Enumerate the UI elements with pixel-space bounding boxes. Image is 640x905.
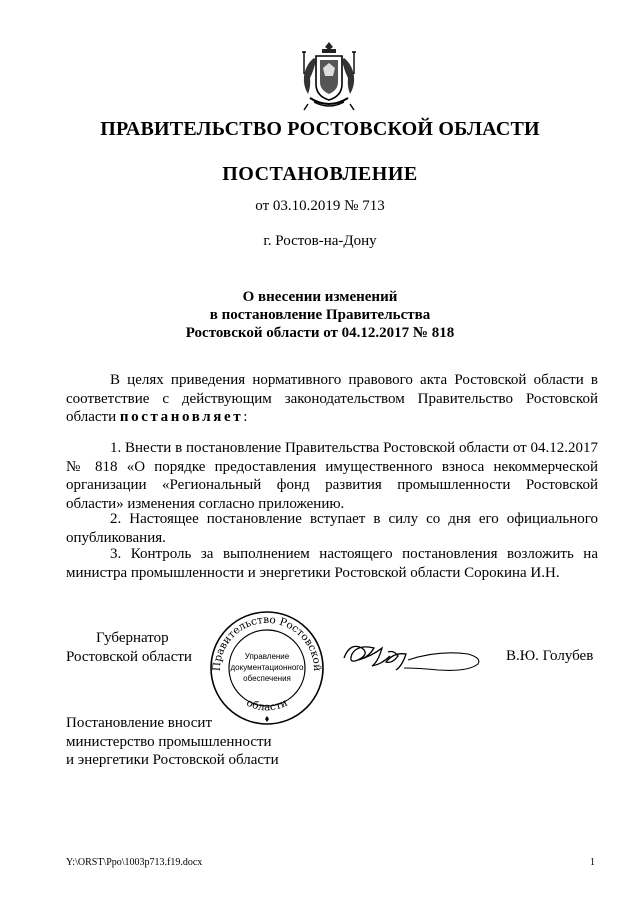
stamp-inner-line: обеспечения [243,674,291,683]
organization-title: ПРАВИТЕЛЬСТВО РОСТОВСКОЙ ОБЛАСТИ [100,118,540,140]
stamp-inner-line: Управление [244,652,290,661]
signatory-title-line: Ростовской области [66,648,192,665]
document-subject [60,288,580,342]
submitted-by-line: и энергетики Ростовской области [66,752,279,769]
submitted-by-block [66,714,279,770]
handwritten-signature [338,630,488,678]
decree-item-1: 1. Внести в постановление Правительства Ростовской области от 04.12.2017 № 818 «О порядке предоставления имущественного взноса некоммерческой организации «Региональный фонд развития промышленности Ростовской области» изменения согласно приложению. [66,440,598,512]
decree-item-2: 2. Настоящее постановление вступает в силу со дня его официального опубликования. [66,511,598,546]
footer-file-path: Y:\ORST\Ppo\1003p713.f19.docx [66,857,203,868]
document-type: ПОСТАНОВЛЕНИЕ [222,163,418,185]
signatory-title-line: Губернатор [96,630,169,646]
svg-text:области [244,697,289,714]
stamp-outer-bottom-text: области [244,696,290,714]
coat-of-arms-icon [296,38,362,114]
signatory-name: В.Ю. Голубев [506,648,594,664]
subject-line: О внесении изменений [242,289,398,305]
subject-line: в постановление Правительства [209,307,431,323]
decree-keyword: постановляет [119,409,244,426]
stamp-outer-top-text: Правительство Ростовской [210,613,324,672]
footer-page-number: 1 [590,857,595,868]
signatory-title [66,629,192,666]
document-city: г. Ростов-на-Дону [263,233,377,249]
preamble-text: В целях приведения нормативного правового акта Ростовской области в соответствие с действующим законодательством Правительство Ростовской области [66,372,598,426]
preamble-end: : [243,409,248,426]
decree-item-3: 3. Контроль за выполнением настоящего постановления возложить на министра промышленности и энергетики Ростовской области Сорокина И.Н. [66,546,598,581]
preamble-paragraph [66,371,598,427]
submitted-by-line: Постановление вносит [66,715,213,731]
official-stamp [204,606,330,726]
stamp-inner-line: документационного [230,663,304,672]
submitted-by-line: министерство промышленности [66,733,272,750]
document-date-number: от 03.10.2019 № 713 [255,198,385,214]
subject-line: Ростовской области от 04.12.2017 № 818 [185,325,455,341]
